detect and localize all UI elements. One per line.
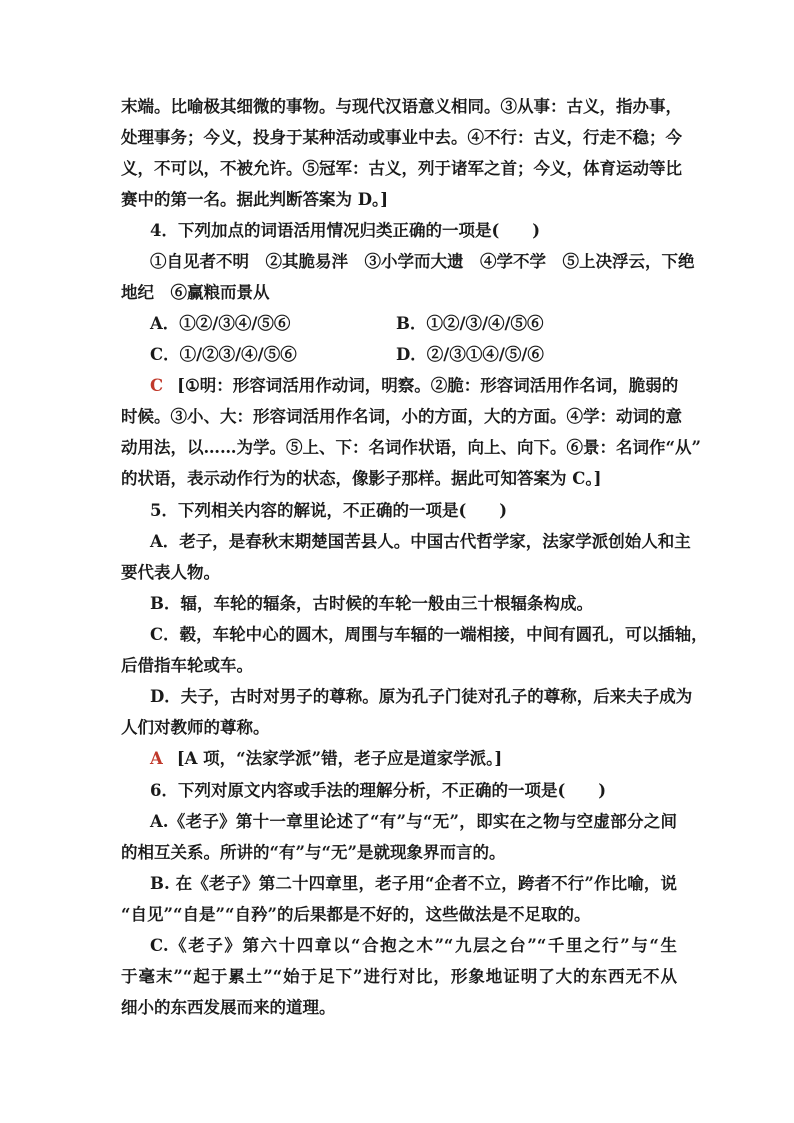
q6-option-a-cont: 的相互关系。所讲的“有”与“无”是就现象界而言的。: [121, 843, 506, 862]
intro-line: 义，不可以，不被允许。⑤冠军：古义，列于诸军之首；今义，体育运动等比: [121, 159, 682, 178]
q5-option-d: D．夫子，古时对男子的尊称。原为孔子门徒对孔子的尊称，后来夫子成为: [150, 687, 693, 706]
q4-explanation-line: [①明：形容词活用作动词，明察。②脆：形容词活用作名词，脆弱的: [177, 376, 679, 395]
q5-stem: 5．下列相关内容的解说，不正确的一项是( ): [150, 501, 508, 520]
q4-explanation: [150, 375, 677, 397]
q4-option-b: B．①②/③/④/⑤⑥: [396, 314, 544, 333]
q4-answer: C: [150, 376, 164, 395]
q4-stem: 4．下列加点的词语活用情况归类正确的一项是( ): [150, 221, 541, 240]
q5-option-d-cont: 人们对教师的尊称。: [121, 718, 270, 737]
q4-items-line2: 地纪 ⑥赢粮而景从: [121, 283, 270, 302]
q5-option-c-cont: 后借指车轮或车。: [121, 656, 253, 675]
q6-stem: 6．下列对原文内容或手法的理解分析，不正确的一项是( ): [150, 781, 607, 800]
q4-explanation-line: 的状语，表示动作行为的状态，像影子那样。据此可知答案为 C。]: [121, 469, 602, 488]
q4-explanation-line: 时候。③小、大：形容词活用作名词，小的方面，大的方面。④学：动词的意: [121, 407, 682, 426]
intro-line: 处理事务；今义，投身于某种活动或事业中去。④不行：古义，行走不稳；今: [121, 128, 682, 147]
q6-option-b: B. 在《老子》第二十四章里，老子用“企者不立，跨者不行”作比喻，说: [150, 874, 677, 893]
q5-option-a: A．老子，是春秋末期楚国苦县人。中国古代哲学家，法家学派创始人和主: [150, 532, 691, 551]
q4-items: [121, 251, 695, 273]
q5-option-b: B．辐，车轮的辐条，古时候的车轮一般由三十根辐条构成。: [150, 594, 593, 613]
q4-option-c: C．①/②③/④/⑤⑥: [150, 345, 297, 364]
q4-option-a: A．①②/③④/⑤⑥: [150, 314, 291, 333]
q6-option-a: A.《老子》第十一章里论述了“有”与“无”，即实在之物与空虚部分之间: [150, 812, 677, 831]
q5-explanation-text: [A 项，“法家学派”错，老子应是道家学派。]: [176, 749, 503, 768]
q5-explanation: [150, 748, 502, 770]
q6-option-c-cont: 细小的东西发展而来的道理。: [121, 998, 336, 1017]
q6-option-c-cont: 于毫末”“起于累土”“始于足下”进行对比，形象地证明了大的东西无不从: [121, 967, 677, 986]
q6-option-b-cont: “自见”“自是”“自矜”的后果都是不好的，这些做法是不足取的。: [121, 905, 591, 924]
intro-line: 末端。比喻极其细微的事物。与现代汉语意义相同。③从事：古义，指办事，: [121, 97, 682, 116]
q5-answer: A: [150, 749, 163, 768]
q5-option-a-cont: 要代表人物。: [121, 563, 220, 582]
q5-option-c: C．毂，车轮中心的圆木，周围与车辐的一端相接，中间有圆孔，可以插轴，: [150, 625, 708, 644]
q4-items-line1: ①自见者不明 ②其脆易泮 ③小学而大遗 ④学不学 ⑤上决浮云，下绝: [150, 252, 695, 271]
intro-line: 赛中的第一名。据此判断答案为 D。]: [121, 190, 389, 209]
q4-option-d: D．②/③①④/⑤/⑥: [396, 345, 544, 364]
q4-explanation-line: 动用法，以……为学。⑤上、下：名词作状语，向上、向下。⑥景：名词作“从”: [121, 438, 701, 457]
q6-option-c: C.《老子》第六十四章以“合抱之木”“九层之台”“千里之行”与“生: [150, 936, 677, 955]
